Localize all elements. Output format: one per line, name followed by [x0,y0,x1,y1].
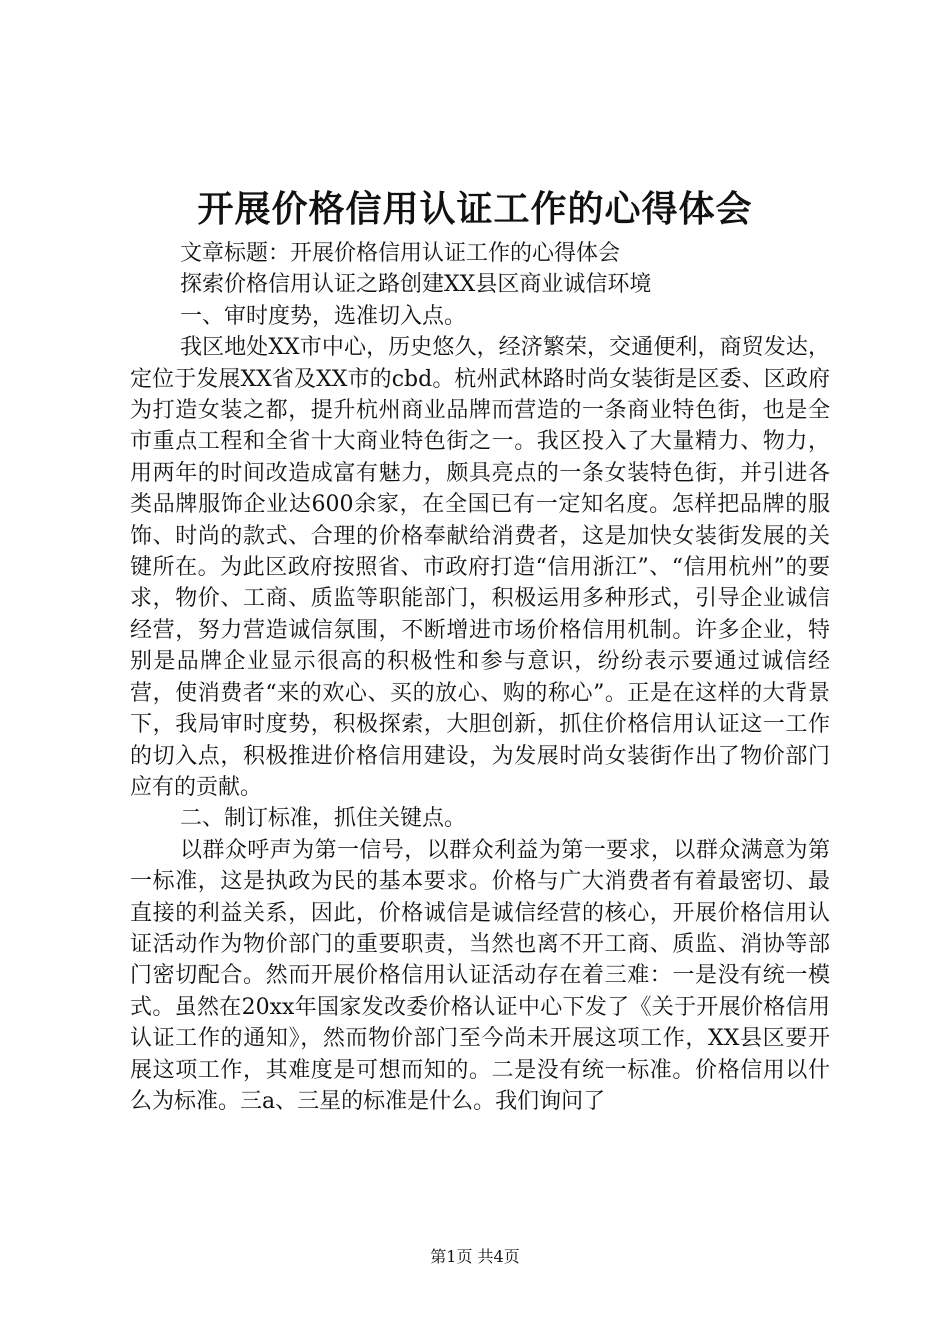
section-heading-1: 一、审时度势，选准切入点。 [180,303,467,329]
section-heading-2: 二、制订标准，抓住关键点。 [180,806,467,832]
paragraph-article-title: 文章标题：开展价格信用认证工作的心得体会 [180,241,621,266]
document-body [130,238,830,1117]
paragraph-body-1: 我区地处XX市中心，历史悠久，经济繁荣，交通便利，商贸发达，定位于发展XX省及XX市的cbd。杭州武林路时尚女装街是区委、区政府为打造女装之都，提升杭州商业品牌而营造的一条商业特色街，也是全市重点工程和全省十大商业特色街之一。我区投入了大量精力、物力，用两年的时间改造成富有魅力，颇具亮点的一条女装特色街，并引进各类品牌服饰企业达600余家，在全国已有一定知名度。怎样把品牌的服饰、时尚的款式、合理的价格奉献给消费者，这是加快女装街发展的关键所在。为此区政府按照省、市政府打造“信用浙江”、“信用杭州”的要求，物价、工商、质监等职能部门，积极运用多种形式，引导企业诚信经营，努力营造诚信氛围，不断增进市场价格信用机制。许多企业，特别是品牌企业显示很高的积极性和参与意识，纷纷表示要通过诚信经营，使消费者“来的欢心、买的放心、购的称心”。正是在这样的大背景下，我局审时度势，积极探索，大胆创新，抓住价格信用认证这一工作的切入点，积极推进价格信用建设，为发展时尚女装街作出了物价部门应有的贡献。 [130,335,830,800]
paragraph-subtitle: 探索价格信用认证之路创建XX县区商业诚信环境 [180,272,652,298]
page-footer: 第1页 共4页 [430,1247,520,1266]
document-title: 开展价格信用认证工作的心得体会 [197,189,753,230]
paragraph-body-2: 以群众呼声为第一信号，以群众利益为第一要求，以群众满意为第一标准，这是执政为民的基本要求。价格与广大消费者有着最密切、最直接的利益关系，因此，价格诚信是诚信经营的核心，开展价格信用认证活动作为物价部门的重要职责，当然也离不开工商、质监、消协等部门密切配合。然而开展价格信用认证活动存在着三难：一是没有统一模式。虽然在20xx年国家发改委价格认证中心下发了《关于开展价格信用认证工作的通知》，然而物价部门至今尚未开展这项工作，XX县区要开展这项工作，其难度是可想而知的。二是没有统一标准。价格信用以什么为标准。三a、三星的标准是什么。我们询问了 [130,837,830,1114]
